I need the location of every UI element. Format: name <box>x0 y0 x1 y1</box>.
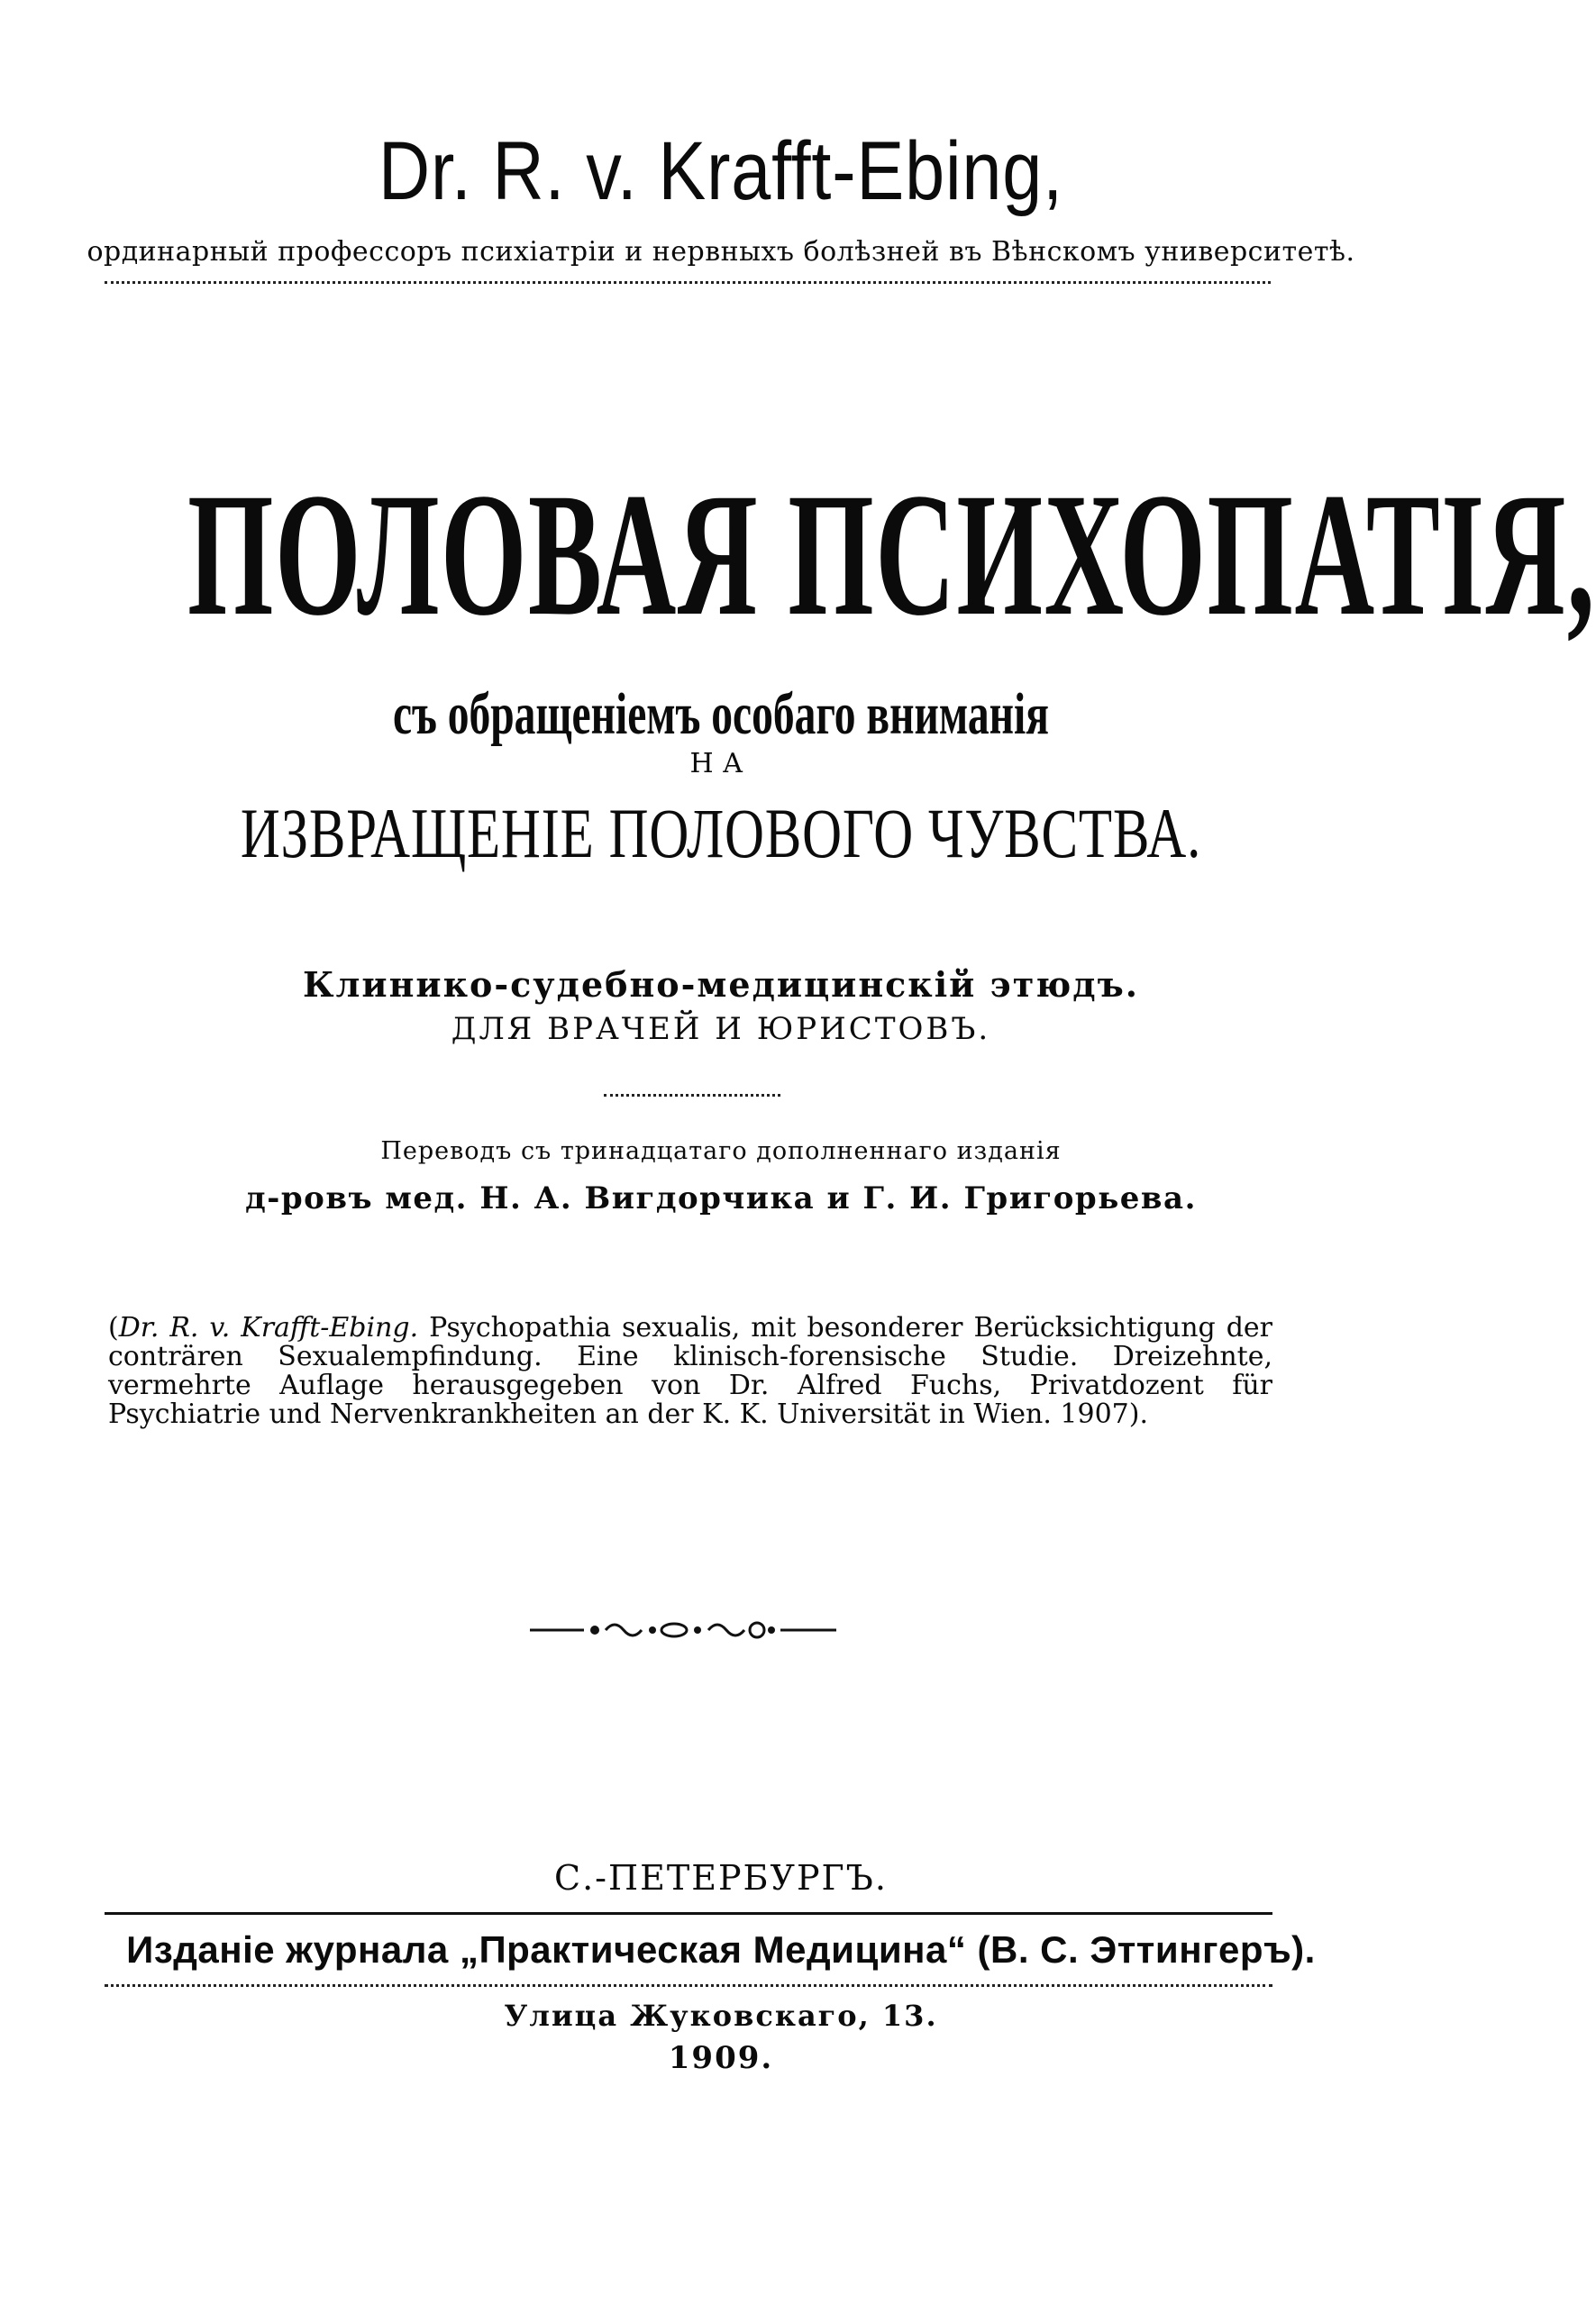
audience-line: ДЛЯ ВРАЧЕЙ И ЮРИСТОВЪ. <box>451 1011 991 1047</box>
book-title: ПОЛОВАЯ ПСИХОПАТІЯ, <box>187 456 1596 652</box>
translators-line: д-ровъ мед. Н. А. Вигдорчика и Г. И. Григорьева. <box>245 1180 1197 1216</box>
middle-rule <box>604 1094 780 1097</box>
subtitle-line-1: съ обращеніемъ особаго вниманія <box>393 681 1049 747</box>
original-open-paren: ( <box>108 1312 119 1344</box>
street-line: Улица Жуковскаго, 13. <box>504 1999 938 2033</box>
author-affiliation: ординарный профессоръ психіатріи и нервныхъ болѣзней въ Вѣнскомъ университетѣ. <box>87 236 1355 268</box>
publisher-bottom-rule <box>105 1984 1272 1987</box>
genre-line: Клинико-судебно-медицинскій этюдъ. <box>303 964 1139 1005</box>
original-author: Dr. R. v. Krafft-Ebing. <box>118 1312 419 1344</box>
publisher-top-rule <box>105 1912 1272 1915</box>
translation-note: Переводъ съ тринадцатаго дополненнаго изданія <box>380 1137 1062 1165</box>
subtitle-line-2: НА <box>689 748 752 779</box>
author-name: Dr. R. v. Krafft-Ebing, <box>378 125 1063 217</box>
year-line: 1909. <box>668 2040 774 2076</box>
original-edition-note <box>108 1314 1272 1429</box>
original-text: Psychopathia sexualis, mit besonderer Berücksichtigung der conträren Sexualempfindung. Eine klinisch-forensische Studie. Dreizehnte, vermehrte Auflage herausgegeben von Dr. Alfred Fuchs, Privatdozent für Psychiatrie und Nervenkrankheiten an der K. K. Universität in Wien. 1907). <box>108 1312 1272 1430</box>
city-line: С.-ПЕТЕРБУРГЪ. <box>554 1858 888 1898</box>
ornamental-divider-icon <box>530 1617 836 1644</box>
top-rule <box>105 281 1271 284</box>
subtitle-line-3: ИЗВРАЩЕНІЕ ПОЛОВОГО ЧУВСТВА. <box>240 794 1202 872</box>
publisher-line: Изданіе журнала „Практическая Медицина“ (В. С. Эттингеръ). <box>126 1928 1316 1971</box>
